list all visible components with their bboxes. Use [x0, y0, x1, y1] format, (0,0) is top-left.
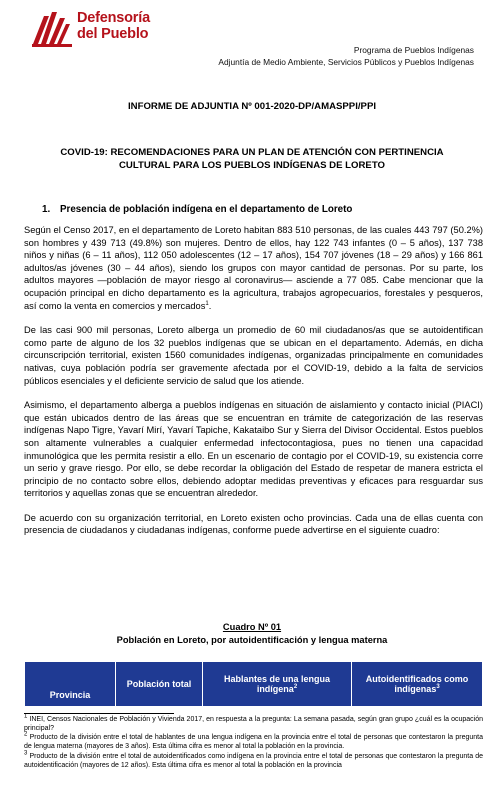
document-title: INFORME DE ADJUNTIA Nº 001-2020-DP/AMASPPI/PPI	[127, 101, 377, 112]
population-table	[24, 661, 483, 707]
header-provincia: Provincia	[25, 662, 116, 707]
program-name: Programa de Pueblos Indígenas	[353, 45, 474, 55]
logo-emblem-icon	[30, 8, 74, 48]
body-paragraph-4: De acuerdo con su organización territorial, en Loreto existen ocho provincias. Cada una de ellas cuenta con presencia de ciudadanos y ciudadanas indígenas, conforme puede advertirse en el siguiente cuadro:	[24, 512, 483, 536]
body-paragraph-1: Según el Censo 2017, en el departamento de Loreto habitan 883 510 personas, de las cuales 443 797 (50.2%) son hombres y 439 713 (49.8%) son mujeres. Dentro de ellos, hay 122 743 infantes (0 – 5 años), 137 738 niños y niñas (6 – 11 años), 112 050 adolescentes (12 – 17 años), 154 707 jóvenes (18 – 29 años) y 166 861 adultos/as jóvenes (30 – 44 años), siendo los grupos con mayor cantidad de personas. Por su parte, los adultos mayores —población de mayor riesgo al coronavirus— asciende a 77 085. Cabe mencionar que la ocupación principal en dicho departamento es la agricultura, trabajos agropecuarios, forestales y pesqueros, así como la venta en comercios y mercados$^1$.	[24, 225, 483, 311]
table-number: Cuadro Nº 01	[222, 622, 282, 632]
table-caption	[0, 621, 504, 647]
table-header-row	[25, 662, 483, 707]
section-number: 1.	[42, 204, 51, 215]
defensoria-logo	[30, 8, 190, 52]
body-paragraph-3: Asimismo, el departamento alberga a pueblos indígenas en situación de aislamiento y contacto inicial (PIACI) que están ubicados dentro de las áreas que se encuentran en trámite de categorización de las reservas indígenas Napo Tigre, Yavarí Mirí, Yavarí Tapiche, Kakataibo Sur y Sierra del Divisor Occidental. Estos pueblos son altamente vulnerables a cualquier enfermedad infectocontagiosa, pues no tienen una capacidad inmunológica que les permita resistir a ello. En un escenario de contagio por el COVID-19, su existencia corre un serio y grave riesgo. Por ello, se debe recordar la obligación del Estado de respetar de manera estricta el principio de no contacto sobre ellos, debiendo adoptar medidas preventivas y eficaces para resguardar sus territorios y aquellas zonas que se encuentran alrededor.	[24, 400, 483, 499]
logo-line-1: Defensoría	[77, 10, 150, 26]
footnote-ref-2[interactable]: 2	[293, 684, 298, 690]
footnote-ref-1[interactable]: 1	[205, 300, 209, 307]
document-subtitle: COVID-19: RECOMENDACIONES PARA UN PLAN DE ATENCIÓN CON PERTINENCIA CULTURAL PARA LOS PUEBLOS INDÍGENAS DE LORETO	[60, 147, 444, 171]
header-autoidentificados: Autoidentificados como indígenas$^3$	[352, 662, 483, 707]
body-paragraph-2: De las casi 900 mil personas, Loreto alberga un promedio de 60 mil ciudadanos/as que se autoidentifican como parte de alguno de los 32 pueblos indígenas que se ubican en el departamento. Además, en dicha circunscripción territorial, existen 1560 comunidades indígenas, organizadas principalmente en comunidades nativas, cuya población podría ser gravemente afectada por el COVID-19, debido a la falta de servicios públicos esenciales y el deficiente servicio de salud que los atiende.	[24, 325, 483, 386]
footnote-3: $^3$ Producto de la división entre el total de autoidentificados como indígena en la provincia entre el total de personas que contestaron la pregunta de autoidentificación (mayores de 12 años). Esta última cifra es menor al total la población en la provincia	[24, 750, 483, 769]
office-name: Adjuntía de Medio Ambiente, Servicios Públicos y Pueblos Indígenas	[218, 57, 474, 67]
footnote-ref-3[interactable]: 3	[436, 684, 440, 690]
footnote-1: $^1$ INEI, Censos Nacionales de Población y Vivienda 2017, en respuesta a la pregunta: La semana pasada, según gran grupo ¿cuál es la ocupación principal?	[24, 713, 483, 732]
section-title: Presencia de población indígena en el departamento de Loreto	[60, 204, 353, 215]
paragraph-text: Según el Censo 2017, en el departamento de Loreto habitan 883 510 personas, de las cuales 443 797 (50.2%) son hombres y 439 713 (49.8%) son mujeres. Dentro de ellos, hay 122 743 infantes (0 – 5 años), 137 738 niños y niñas (6 – 11 años), 112 050 adolescentes (12 – 17 años), 154 707 jóvenes (18 – 29 años) y 166 861 adultos/as jóvenes (30 – 44 años), siendo los grupos con mayor cantidad de personas. Por su parte, los adultos mayores —población de mayor riesgo al coronavirus— asciende a 77 085. Cabe mencionar que la ocupación principal en dicho departamento es la agricultura, trabajos agropecuarios, forestales y pesqueros, así como la venta en comercios y mercados	[24, 225, 483, 311]
footnote-2: $^2$ Producto de la división entre el total de hablantes de una lengua indígena en la provincia entre el total de personas que contestaron la pregunta de lengua materna (mayores de 3 años). Esta última cifra es menor al total la población en la provincia.	[24, 732, 483, 751]
program-header	[218, 44, 474, 68]
footnote-divider	[24, 713, 174, 714]
header-poblacion-total: Población total	[116, 662, 203, 707]
logo-text	[77, 10, 150, 42]
document-body	[24, 224, 483, 549]
footnotes	[24, 713, 483, 771]
table-title: Población en Loreto, por autoidentificación y lengua materna	[116, 635, 388, 645]
logo-line-2: del Pueblo	[77, 26, 149, 42]
header-hablantes: Hablantes de una lengua indígena$^2$	[203, 662, 352, 707]
section-heading	[42, 204, 352, 215]
